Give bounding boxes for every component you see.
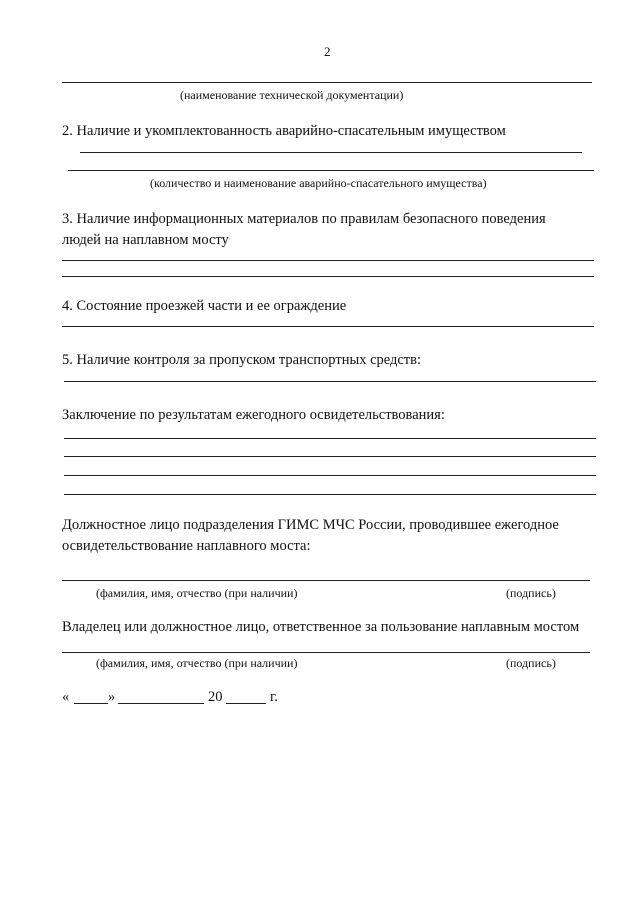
owner-label: Владелец или должностное лицо, ответственное за пользование наплавным мостом <box>62 619 580 635</box>
owner-signature-caption: (подпись) <box>506 656 556 670</box>
conclusion-line-3 <box>64 475 596 476</box>
tech-doc-caption: (наименование технической документации) <box>180 88 404 102</box>
conclusion-label: Заключение по результатам ежегодного освидетельствования: <box>62 407 445 423</box>
date-day-line <box>74 703 108 704</box>
official-line1: Должностное лицо подразделения ГИМС МЧС России, проводившее ежегодное <box>62 517 559 533</box>
owner-signature-line <box>62 652 590 653</box>
official-name-caption: (фамилия, имя, отчество (при наличии) <box>96 586 298 600</box>
official-signature-caption: (подпись) <box>506 586 556 600</box>
date-year-prefix: 20 <box>208 689 223 705</box>
item3-line1: 3. Наличие информационных материалов по правилам безопасного поведения <box>62 211 546 227</box>
item2-label: 2. Наличие и укомплектованность аварийно-спасательным имуществом <box>62 123 506 139</box>
item5-line <box>64 381 596 382</box>
date-month-line <box>118 703 204 704</box>
date-close-quote: » <box>108 689 116 705</box>
item3-line-1 <box>62 260 594 261</box>
item4-label: 4. Состояние проезжей части и ее ограждение <box>62 298 347 314</box>
official-signature-line <box>62 580 590 581</box>
item3-line2: людей на наплавном мосту <box>62 232 229 248</box>
owner-name-caption: (фамилия, имя, отчество (при наличии) <box>96 656 298 670</box>
item3-line-2 <box>62 276 594 277</box>
date-year-line <box>226 703 266 704</box>
date-open-quote: « <box>62 689 70 705</box>
item4-line <box>62 326 594 327</box>
item2-caption: (количество и наименование аварийно-спасательного имущества) <box>150 176 487 190</box>
official-line2: освидетельствование наплавного моста: <box>62 538 311 554</box>
conclusion-line-2 <box>64 456 596 457</box>
conclusion-line-1 <box>64 438 596 439</box>
conclusion-line-4 <box>64 494 596 495</box>
item5-label: 5. Наличие контроля за пропуском транспортных средств: <box>62 352 422 368</box>
date-year-suffix: г. <box>270 689 278 705</box>
item2-line-2 <box>68 170 594 171</box>
item2-line-1 <box>80 152 582 153</box>
tech-doc-line <box>62 82 592 83</box>
page-number: 2 <box>324 44 331 59</box>
